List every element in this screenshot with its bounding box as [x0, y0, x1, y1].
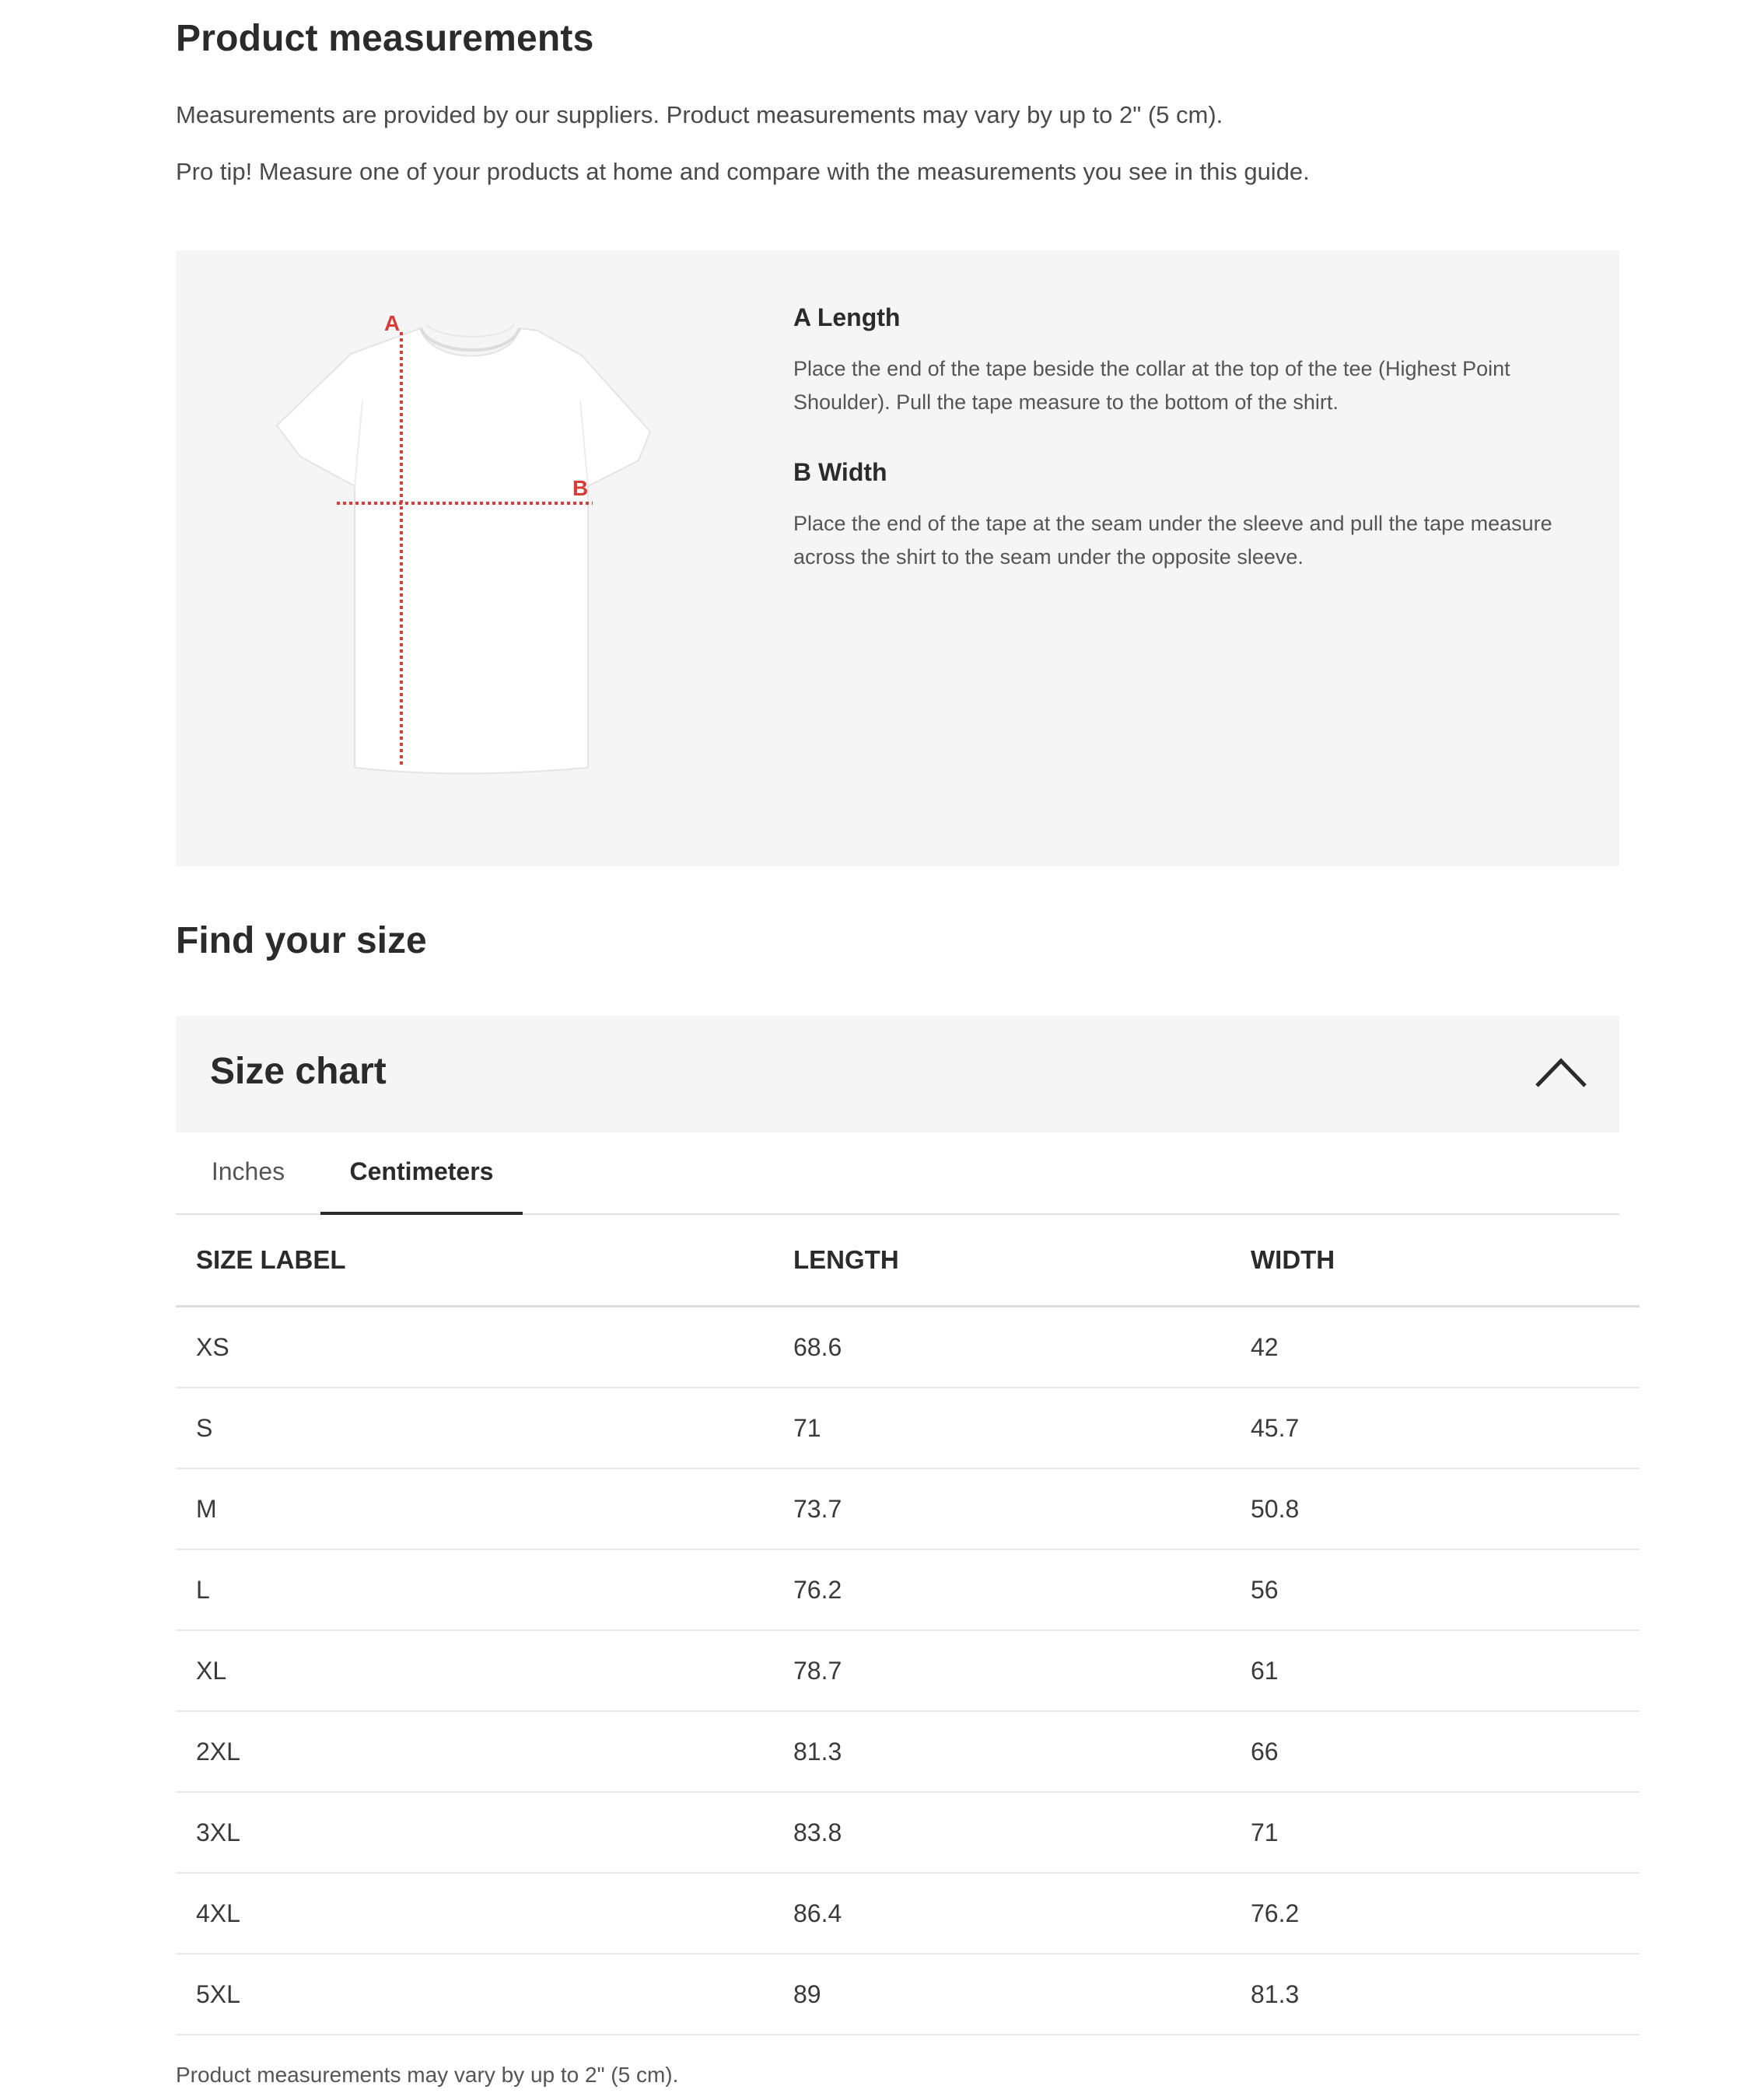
column-header-length: LENGTH [793, 1215, 1251, 1307]
column-header-width: WIDTH [1251, 1215, 1640, 1307]
footnote: Product measurements may vary by up to 2" (5 cm). [176, 2063, 679, 2087]
table-row [176, 1307, 1640, 1388]
length-description: Place the end of the tape beside the collar at the top of the tee (Highest Point Shoulder). Pull the tape measure to the bottom of the shirt. [793, 357, 1510, 414]
marker-b: B [572, 476, 589, 500]
tab-inches[interactable]: Inches [211, 1157, 285, 1185]
size-label-cell: XS [176, 1307, 793, 1388]
measurement-guide [176, 250, 1619, 866]
length-cell: 81.3 [793, 1711, 1251, 1792]
size-label-cell: XL [176, 1630, 793, 1711]
width-cell: 76.2 [1251, 1873, 1640, 1954]
find-size-heading: Find your size [176, 920, 427, 961]
measurement-instructions [793, 303, 1563, 613]
width-cell: 50.8 [1251, 1468, 1640, 1549]
table-row [176, 1873, 1640, 1954]
length-cell: 89 [793, 1954, 1251, 2035]
length-cell: 71 [793, 1388, 1251, 1468]
table-row [176, 1468, 1640, 1549]
length-cell: 78.7 [793, 1630, 1251, 1711]
table-row [176, 1792, 1640, 1873]
width-description: Place the end of the tape at the seam under the sleeve and pull the tape measure across the shirt to the seam under the opposite sleeve. [793, 512, 1552, 569]
size-label-cell: 5XL [176, 1954, 793, 2035]
tab-centimeters[interactable]: Centimeters [320, 1132, 523, 1213]
tshirt-illustration [246, 301, 744, 830]
size-label-cell: M [176, 1468, 793, 1549]
width-cell: 71 [1251, 1792, 1640, 1873]
size-label-cell: S [176, 1388, 793, 1468]
size-table [176, 1215, 1640, 2035]
width-cell: 66 [1251, 1711, 1640, 1792]
marker-a: A [384, 311, 401, 335]
pro-tip-text: Pro tip! Measure one of your products at home and compare with the measurements you see in this guide. [176, 158, 1310, 185]
width-cell: 56 [1251, 1549, 1640, 1630]
table-row [176, 1549, 1640, 1630]
unit-tabs [176, 1132, 1619, 1215]
size-label-cell: 2XL [176, 1711, 793, 1792]
tshirt-icon [246, 301, 744, 830]
length-heading: A Length [793, 303, 901, 331]
width-cell: 45.7 [1251, 1388, 1640, 1468]
size-label-cell: 3XL [176, 1792, 793, 1873]
size-label-cell: 4XL [176, 1873, 793, 1954]
length-cell: 86.4 [793, 1873, 1251, 1954]
table-row [176, 1954, 1640, 2035]
page-title: Product measurements [176, 18, 594, 59]
table-row [176, 1388, 1640, 1468]
column-header-size-label: SIZE LABEL [176, 1215, 793, 1307]
size-chart-accordion[interactable] [176, 1016, 1619, 1132]
width-cell: 61 [1251, 1630, 1640, 1711]
width-cell: 81.3 [1251, 1954, 1640, 2035]
width-cell: 42 [1251, 1307, 1640, 1388]
chevron-up-icon[interactable] [1534, 1055, 1588, 1089]
table-header-row [176, 1215, 1640, 1307]
size-label-cell: L [176, 1549, 793, 1630]
intro-text: Measurements are provided by our suppliers. Product measurements may vary by up to 2" (5 cm). [176, 101, 1223, 128]
length-cell: 76.2 [793, 1549, 1251, 1630]
table-row [176, 1630, 1640, 1711]
width-heading: B Width [793, 458, 887, 486]
size-chart-title: Size chart [210, 1051, 387, 1092]
length-cell: 68.6 [793, 1307, 1251, 1388]
table-row [176, 1711, 1640, 1792]
length-cell: 83.8 [793, 1792, 1251, 1873]
length-cell: 73.7 [793, 1468, 1251, 1549]
